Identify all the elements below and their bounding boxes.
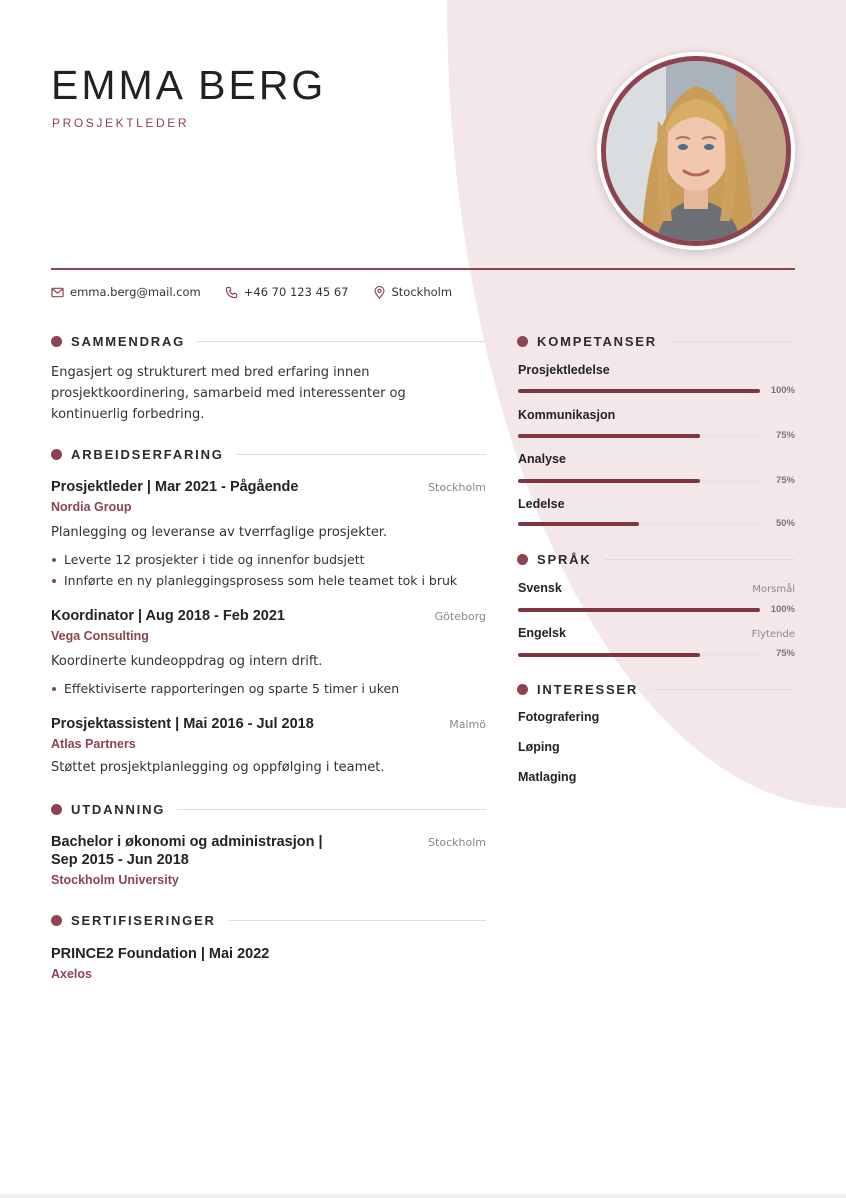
interest-item: Matlaging	[518, 770, 577, 784]
section-bullet-dot	[51, 336, 62, 347]
language-bar-track	[518, 608, 760, 612]
section-rule	[669, 341, 795, 342]
language-percent: 100%	[770, 604, 795, 615]
bullet-dot	[52, 687, 56, 691]
section-skills-heading	[517, 333, 795, 349]
summary-line: kontinuerlig forbedring.	[51, 407, 205, 422]
section-rule	[228, 920, 486, 921]
section-rule	[236, 454, 486, 455]
skill-bar-track	[518, 434, 760, 438]
section-certifications-heading	[51, 912, 486, 928]
section-label: SAMMENDRAG	[71, 333, 186, 349]
phone-icon	[225, 286, 238, 299]
company-name: Atlas Partners	[51, 737, 136, 751]
language-level: Flytende	[751, 629, 795, 640]
portrait-illustration	[606, 61, 786, 241]
section-bullet-dot	[51, 915, 62, 926]
job-location: Göteborg	[434, 610, 486, 623]
job-bullet	[51, 573, 457, 588]
section-education-heading	[51, 801, 486, 817]
degree-dates: Sep 2015 - Jun 2018	[51, 852, 189, 868]
job-description: Støttet prosjektplanlegging og oppfølging i teamet.	[51, 760, 385, 775]
summary-text	[51, 362, 481, 425]
skill-bar-track	[518, 389, 760, 393]
job-bullet	[51, 552, 365, 567]
contact-phone[interactable]	[225, 285, 349, 299]
bullet-dot	[52, 558, 56, 562]
bullet-text: Innførte en ny planleggingsprosess som hele teamet tok i bruk	[64, 573, 458, 588]
skill-bar-fill	[518, 434, 700, 438]
language-name: Engelsk	[518, 626, 566, 640]
school-name: Stockholm University	[51, 873, 179, 887]
section-label: SPRÅK	[537, 551, 592, 567]
certification-issuer: Axelos	[51, 967, 92, 981]
job-location: Stockholm	[428, 481, 486, 494]
bottom-strip	[0, 1194, 846, 1198]
bullet-text: Leverte 12 prosjekter i tide og innenfor budsjett	[64, 552, 365, 567]
location-pin-icon	[373, 286, 386, 299]
section-bullet-dot	[51, 449, 62, 460]
contact-phone-text: +46 70 123 45 67	[243, 285, 349, 299]
skill-name: Prosjektledelse	[518, 363, 610, 377]
language-level: Morsmål	[752, 584, 795, 595]
contact-bar	[51, 284, 476, 300]
section-summary-heading	[51, 333, 486, 349]
company-name: Nordia Group	[51, 500, 132, 514]
header-divider	[51, 268, 795, 270]
skill-name: Analyse	[518, 452, 566, 466]
skill-bar-track	[518, 479, 760, 483]
section-bullet-dot	[517, 336, 528, 347]
section-languages-heading	[517, 551, 795, 567]
summary-line: Engasjert og strukturert med bred erfaring innen	[51, 365, 370, 380]
skill-percent: 75%	[775, 430, 795, 441]
job-title-header: PROSJEKTLEDER	[52, 116, 190, 130]
language-bar-fill	[518, 608, 760, 612]
section-bullet-dot	[51, 804, 62, 815]
section-label: KOMPETANSER	[537, 333, 657, 349]
bullet-dot	[52, 579, 56, 583]
certification-title: PRINCE2 Foundation | Mai 2022	[51, 946, 270, 962]
bullet-text: Effektiviserte rapporteringen og sparte 5 timer i uken	[64, 681, 400, 696]
section-label: SERTIFISERINGER	[71, 912, 216, 928]
interest-item: Løping	[518, 740, 560, 754]
section-rule	[604, 559, 795, 560]
language-percent: 75%	[775, 648, 795, 659]
mail-icon	[51, 286, 64, 299]
skill-name: Ledelse	[518, 497, 565, 511]
skill-bar-fill	[518, 389, 760, 393]
skill-percent: 50%	[775, 518, 795, 529]
job-title: Prosjektassistent | Mai 2016 - Jul 2018	[51, 716, 314, 732]
job-title: Prosjektleder | Mar 2021 - Pågående	[51, 479, 299, 495]
section-label: INTERESSER	[537, 681, 639, 697]
section-bullet-dot	[517, 554, 528, 565]
skill-bar-fill	[518, 522, 639, 526]
contact-email-text: emma.berg@mail.com	[70, 285, 201, 299]
profile-photo-frame	[597, 52, 795, 250]
job-bullet	[51, 681, 399, 696]
education-location: Stockholm	[428, 836, 486, 849]
section-rule	[177, 809, 486, 810]
contact-email[interactable]	[51, 285, 201, 299]
interest-item: Fotografering	[518, 710, 600, 724]
section-rule	[650, 689, 795, 690]
skill-percent: 75%	[775, 475, 795, 486]
job-description: Planlegging og leveranse av tverrfaglige prosjekter.	[51, 525, 388, 540]
degree-title: Bachelor i økonomi og administrasjon |	[51, 834, 323, 850]
language-bar-track	[518, 653, 760, 657]
section-label: ARBEIDSERFARING	[71, 446, 224, 462]
language-bar-fill	[518, 653, 700, 657]
summary-line: prosjektkoordinering, samarbeid med interessenter og	[51, 386, 406, 401]
contact-location	[373, 285, 453, 299]
skill-bar-track	[518, 522, 760, 526]
section-experience-heading	[51, 446, 486, 462]
profile-photo	[601, 56, 791, 246]
job-description: Koordinerte kundeoppdrag og intern drift.	[51, 654, 323, 669]
person-name: EMMA BERG	[51, 62, 327, 108]
skill-name: Kommunikasjon	[518, 408, 616, 422]
skill-bar-fill	[518, 479, 700, 483]
job-title: Koordinator | Aug 2018 - Feb 2021	[51, 608, 285, 624]
section-bullet-dot	[517, 684, 528, 695]
section-label: UTDANNING	[71, 801, 166, 817]
contact-location-text: Stockholm	[391, 285, 453, 299]
company-name: Vega Consulting	[51, 629, 149, 643]
section-rule	[197, 341, 486, 342]
section-interests-heading	[517, 681, 795, 697]
job-location: Malmö	[449, 718, 486, 731]
skill-percent: 100%	[770, 385, 795, 396]
language-name: Svensk	[518, 581, 562, 595]
